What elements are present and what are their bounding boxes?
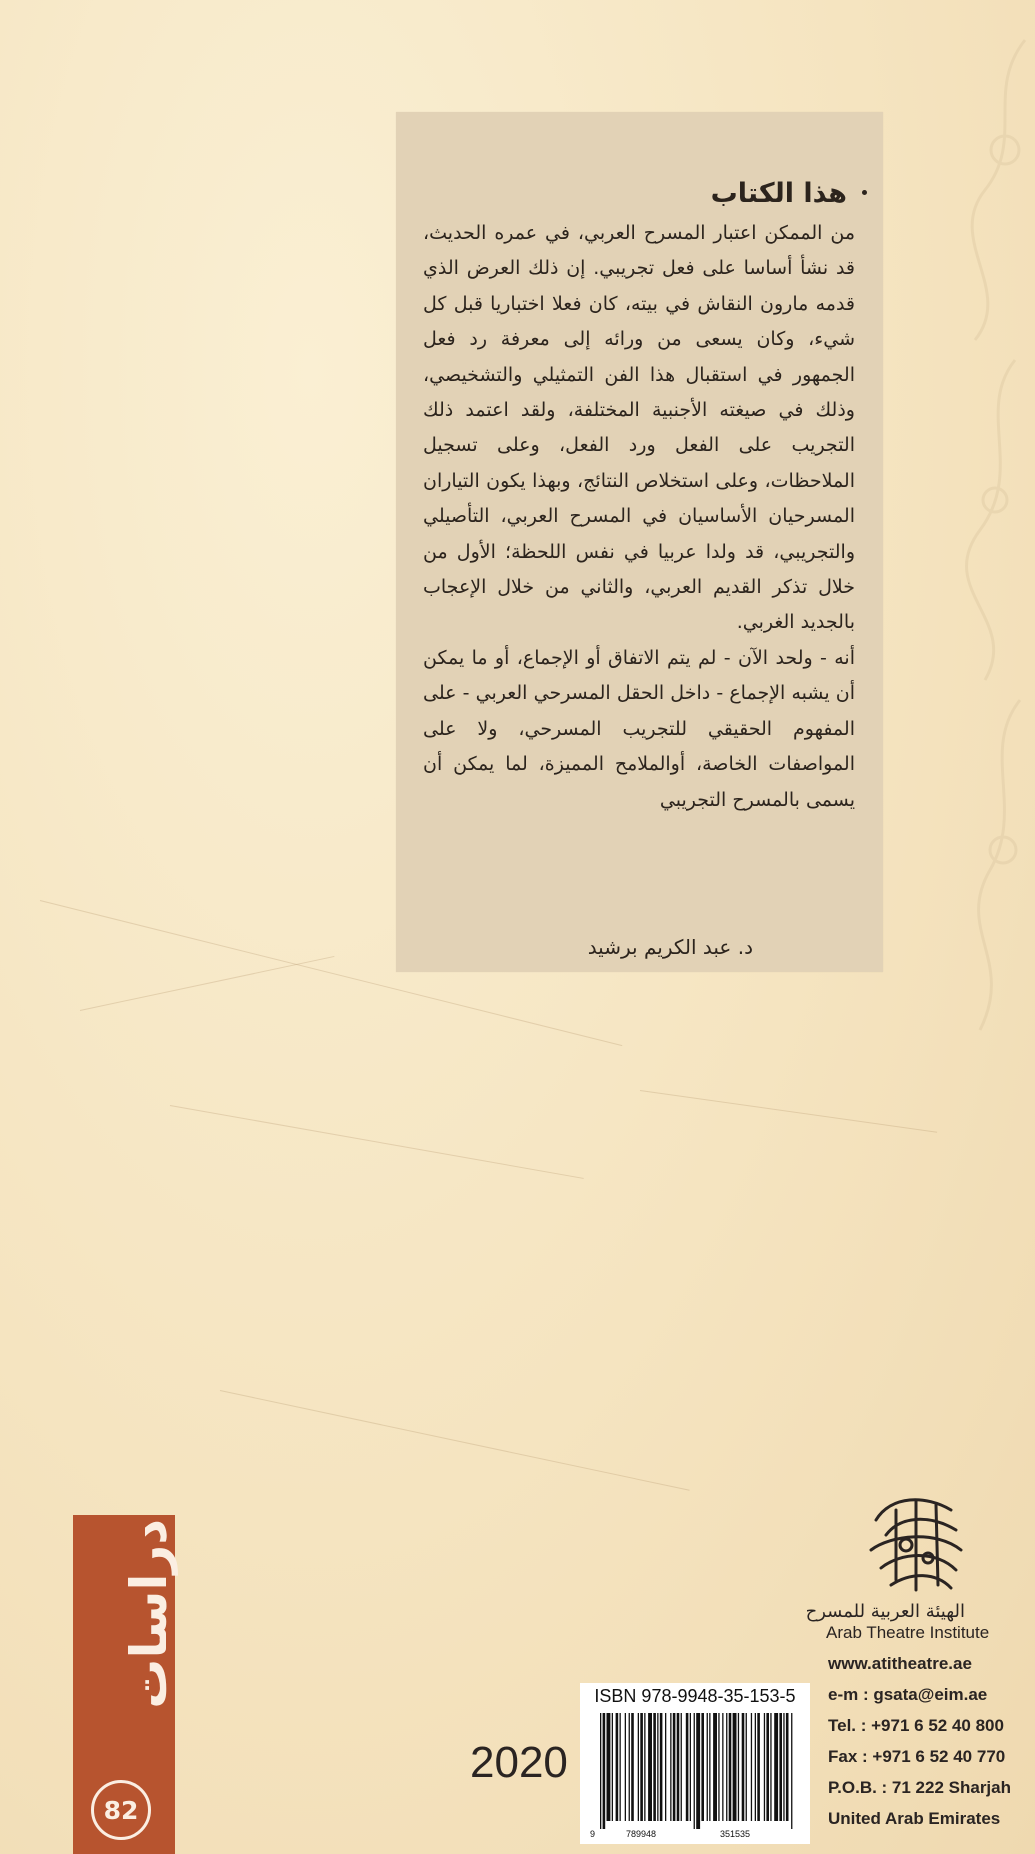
barcode-bar: [694, 1713, 695, 1829]
barcode-graphic: [588, 1711, 802, 1841]
barcode-bar: [733, 1713, 737, 1821]
theatre-institute-logo: [856, 1490, 976, 1600]
barcode-bar: [677, 1713, 680, 1821]
barcode-bar: [603, 1713, 606, 1829]
barcode-bar: [660, 1713, 663, 1821]
barcode-bar: [620, 1713, 621, 1821]
barcode-bar: [665, 1713, 666, 1821]
barcode-bar: [600, 1713, 601, 1829]
blurb-title: هذا الكتاب: [710, 178, 847, 209]
blurb-panel: [396, 112, 883, 972]
contact-fax: Fax : +971 6 52 40 770: [828, 1747, 1006, 1766]
barcode-bar: [681, 1713, 682, 1821]
barcode-bar: [738, 1713, 739, 1821]
barcode-bar: [648, 1713, 652, 1821]
barcode-bar: [722, 1713, 723, 1821]
series-band: [73, 1515, 178, 1854]
barcode-bar: [707, 1713, 708, 1821]
barcode-digits-right: 351535: [720, 1829, 751, 1839]
barcode-bar: [657, 1713, 658, 1821]
barcode-bar: [755, 1713, 756, 1821]
bullet-dot: [862, 190, 867, 195]
series-number-badge: 82: [91, 1780, 151, 1840]
barcode-bar: [751, 1713, 752, 1821]
contact-country: United Arab Emirates: [828, 1809, 1001, 1828]
calligraphy-ornament: [955, 30, 1035, 1080]
barcode-bar: [625, 1713, 626, 1821]
blurb-paragraph: من الممكن اعتبار المسرح العربي، في عمره الحديث، قد نشأ أساسا على فعل تجريبي. إن ذلك العرض الذي قدمه مارون النقاش في بيته، كان فعلا اختباريا قبل كل شيء، وكان يسعى من ورائه إلى معرفة رد فعل الجمهور في استقبال هذا الفن التمثيلي والتشخيصي، وذلك في صيغته الأجنبية المختلفة، ولقد اعتمد ذلك التجريب على الفعل ورد الفعل، وعلى تسجيل الملاحظات، وعلى استخلاص النتائج، وبهذا يكون التياران المسرحيان الأساسيان في المسرح العربي، التأصيلي والتجريبي، قد ولدا عربيا في نفس اللحظة؛ الأول من خلال تذكر القديم العربي، والثاني من خلال الإعجاب بالجديد الغربي.: [423, 222, 855, 634]
barcode-bar: [631, 1713, 634, 1821]
barcode-bar: [746, 1713, 747, 1821]
barcode-bar: [616, 1713, 619, 1821]
barcode-bar: [673, 1713, 676, 1821]
contact-tel: Tel. : +971 6 52 40 800: [828, 1716, 1004, 1735]
author-name: د. عبد الكريم برشيد: [587, 935, 753, 959]
barcode-bar: [791, 1713, 792, 1829]
blurb-paragraph: أنه - ولحد الآن - لم يتم الاتفاق أو الإجماع، أو ما يمكن أن يشبه الإجماع - داخل الحقل المسرحي العربي - على المفهوم الحقيقي للتجريب المسرحي، ولا على المواصفات الخاصة، أوالملامح المميزة، لما يمكن أن يسمى بالمسرح التجريبي: [423, 646, 855, 811]
barcode-bar: [709, 1713, 710, 1821]
barcode-bar: [653, 1713, 656, 1821]
publisher-name-en: Arab Theatre Institute: [826, 1623, 990, 1642]
barcode-bar: [713, 1713, 717, 1821]
barcode-bar: [742, 1713, 745, 1821]
barcode-bar: [764, 1713, 765, 1821]
publisher-contact: [828, 1648, 1011, 1834]
paper-streak: [80, 956, 335, 1011]
barcode-bar: [766, 1713, 769, 1821]
barcode-bar: [612, 1713, 613, 1821]
barcode-bar: [686, 1713, 689, 1821]
barcode-bar: [718, 1713, 719, 1821]
barcode-bar: [670, 1713, 671, 1821]
contact-email: e-m : gsata@eim.ae: [828, 1685, 988, 1704]
barcode-bar: [640, 1713, 643, 1821]
barcode-bar: [774, 1713, 778, 1821]
paper-streak: [170, 1105, 584, 1179]
blurb-text: [423, 216, 855, 818]
barcode-bar: [757, 1713, 760, 1821]
contact-website: www.atitheatre.ae: [828, 1654, 972, 1673]
publication-year: 2020: [470, 1738, 568, 1787]
barcode-digits-left: 9: [590, 1829, 596, 1839]
barcode-bar: [629, 1713, 630, 1821]
barcode-bar: [696, 1713, 700, 1829]
barcode-block: [580, 1683, 810, 1844]
paper-streak: [220, 1390, 690, 1491]
barcode-bar: [701, 1713, 704, 1821]
contact-pob: P.O.B. : 71 222 Sharjah: [828, 1778, 1011, 1797]
barcode-bar: [638, 1713, 639, 1821]
barcode-bar: [729, 1713, 732, 1821]
barcode-bar: [644, 1713, 645, 1821]
publisher-name-ar: الهيئة العربية للمسرح: [805, 1601, 965, 1622]
barcode-bar: [786, 1713, 789, 1821]
barcode-bar: [770, 1713, 771, 1821]
barcode-bar: [690, 1713, 691, 1821]
series-label: دراسات: [120, 1519, 178, 1709]
barcode-bar: [607, 1713, 611, 1821]
barcode-bar: [726, 1713, 727, 1821]
barcode-bar: [783, 1713, 784, 1821]
barcode-bar: [779, 1713, 782, 1821]
barcode-digits-mid: 789948: [626, 1829, 657, 1839]
paper-streak: [640, 1090, 937, 1133]
isbn-text: ISBN 978-9948-35-153-5: [594, 1686, 796, 1706]
